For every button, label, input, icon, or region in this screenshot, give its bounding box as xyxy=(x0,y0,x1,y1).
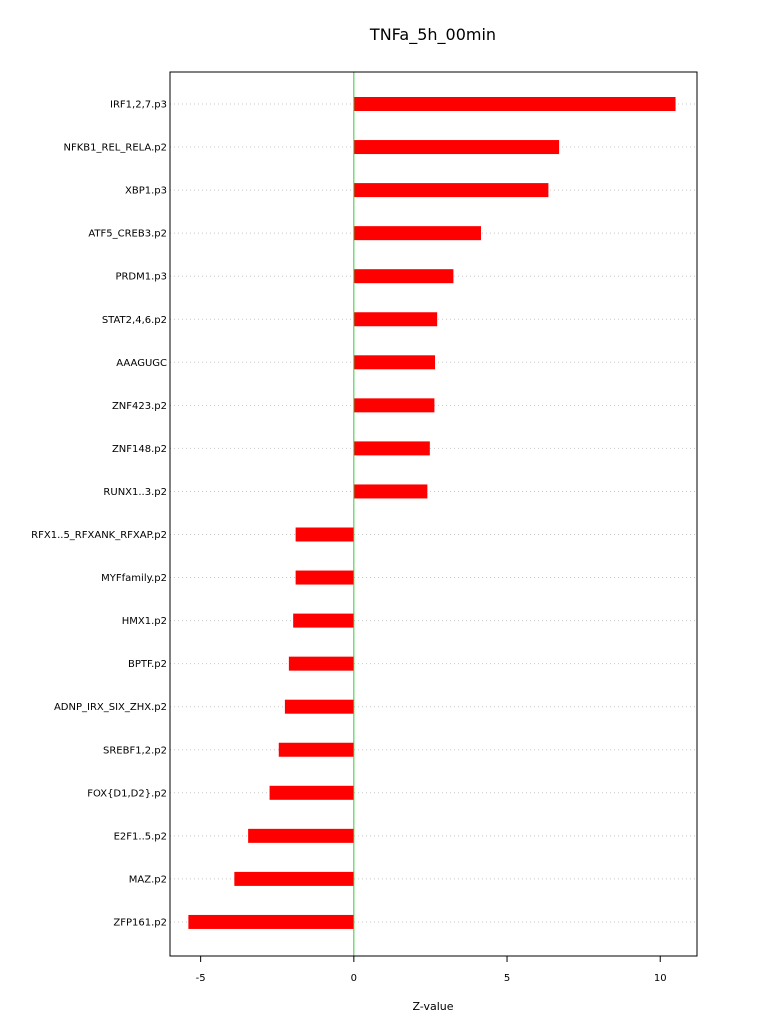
bar xyxy=(248,829,354,843)
bar xyxy=(354,355,435,369)
category-label: PRDM1.p3 xyxy=(115,271,167,283)
category-label: MAZ.p2 xyxy=(128,874,167,886)
bar xyxy=(296,571,354,585)
category-label: STAT2,4,6.p2 xyxy=(101,314,167,326)
x-tick-label: 10 xyxy=(653,973,667,984)
category-label: ATF5_CREB3.p2 xyxy=(88,228,167,240)
category-label: ADNP_IRX_SIX_ZHX.p2 xyxy=(53,702,167,714)
x-tick-label: 0 xyxy=(350,973,358,984)
bar xyxy=(354,484,428,498)
bars xyxy=(188,97,675,929)
category-label: SREBF1,2.p2 xyxy=(102,745,167,757)
category-label: MYFfamily.p2 xyxy=(101,573,167,585)
bar xyxy=(285,700,354,714)
category-label: RFX1..5_RFXANK_RFXAP.p2 xyxy=(31,530,167,541)
bar xyxy=(354,312,437,326)
bar xyxy=(354,441,430,455)
bar xyxy=(354,140,559,154)
category-label: E2F1..5.p2 xyxy=(113,831,167,843)
x-tick-label: 5 xyxy=(503,973,511,984)
category-label: ZNF148.p2 xyxy=(111,443,167,455)
bar xyxy=(270,786,354,800)
category-label: ZFP161.p2 xyxy=(113,917,167,929)
plot-frame xyxy=(170,72,697,956)
x-axis xyxy=(196,956,667,984)
bar xyxy=(289,657,354,671)
bar xyxy=(188,915,353,929)
bar xyxy=(354,269,454,283)
category-label: FOX{D1,D2}.p2 xyxy=(87,788,167,800)
category-label: XBP1.p3 xyxy=(125,185,167,197)
bar xyxy=(354,183,549,197)
category-label: HMX1.p2 xyxy=(121,616,167,628)
category-label: AAAGUGC xyxy=(116,357,167,369)
bar xyxy=(279,743,354,757)
bar xyxy=(354,226,481,240)
category-labels xyxy=(31,100,167,929)
x-axis-label: Z-value xyxy=(412,1000,454,1013)
category-label: NFKB1_REL_RELA.p2 xyxy=(63,142,167,154)
category-label: ZNF423.p2 xyxy=(111,400,167,412)
bar xyxy=(234,872,353,886)
bar xyxy=(354,398,435,412)
category-label: RUNX1..3.p2 xyxy=(103,486,167,498)
bar xyxy=(293,614,354,628)
chart-title: TNFa_5h_00min xyxy=(369,25,497,44)
bar xyxy=(296,528,354,542)
x-tick-label: -5 xyxy=(195,973,206,984)
category-label: BPTF.p2 xyxy=(127,659,167,671)
bar xyxy=(354,97,676,111)
category-label: IRF1,2,7.p3 xyxy=(110,99,167,111)
